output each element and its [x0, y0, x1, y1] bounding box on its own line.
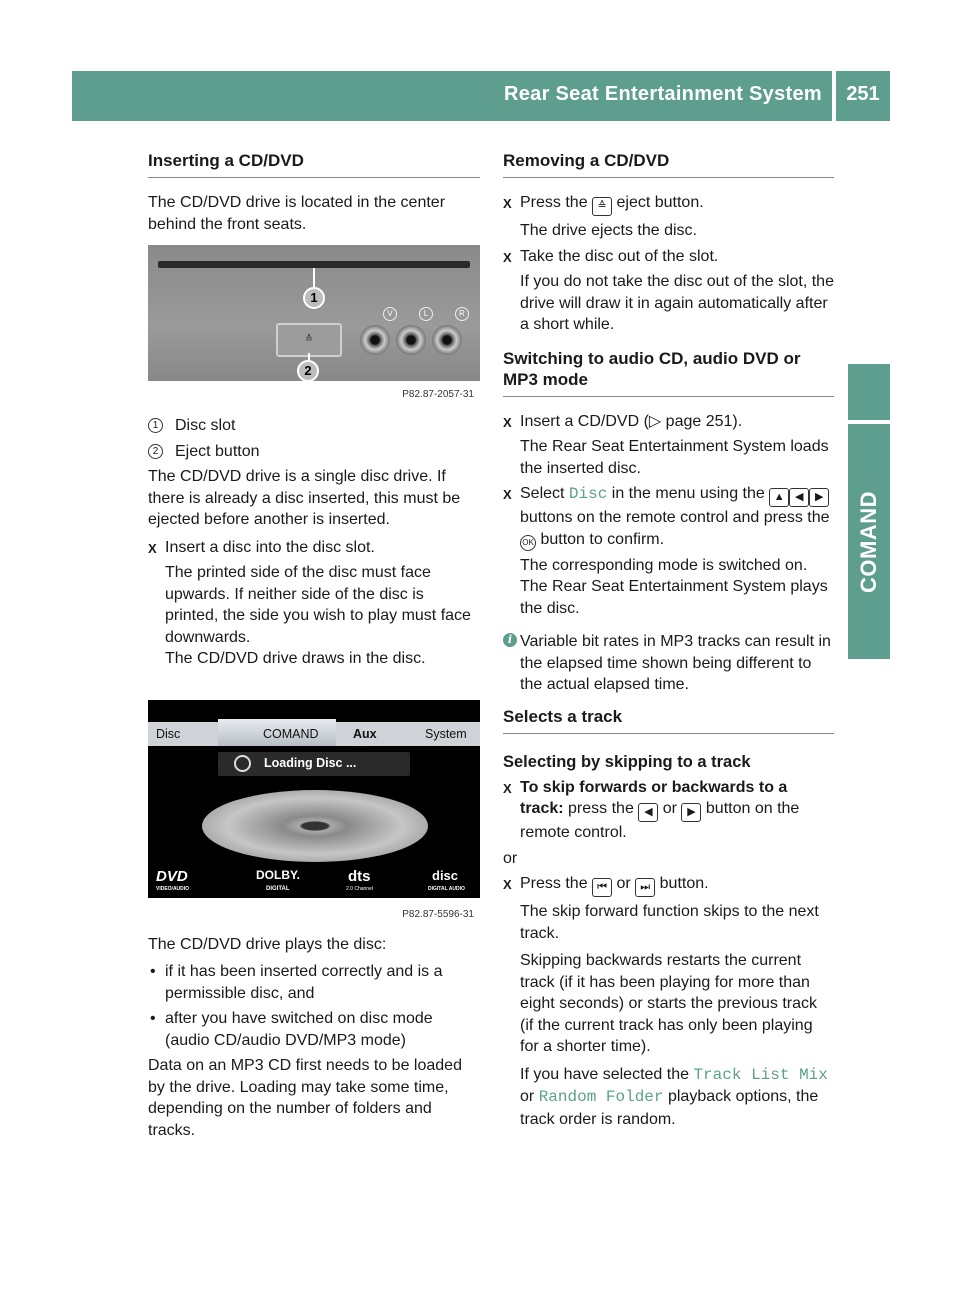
page-number-box: [836, 71, 890, 121]
step-arrow-icon: X: [503, 487, 512, 502]
step-press-skip: X Press the ⏮ or ⏭ button.: [503, 873, 834, 897]
menu-disc: Disc: [156, 726, 181, 741]
figure-code-2: P82.87-5596-31: [402, 908, 474, 920]
logo-cd-sub: DIGITAL AUDIO: [428, 885, 465, 892]
menu-item-disc: Disc: [568, 485, 608, 503]
para-random-order: If you have selected the Track List Mix or Random Folder playback options, the track order is random.: [520, 1065, 828, 1128]
logo-dvd-sub: VIDEO/AUDIO: [156, 885, 190, 892]
logo-dts-sub: 2.0 Channel: [346, 885, 373, 892]
para-single-disc: The CD/DVD drive is a single disc drive. If there is already a disc inserted, this must be ejected before another is inserted.: [148, 468, 461, 528]
legend-num-1: 1: [148, 418, 163, 433]
logo-dolby-sub: DIGITAL: [266, 885, 290, 892]
side-tab-label: COMAND: [856, 490, 881, 593]
figure-screen-loading: [148, 700, 480, 920]
bullet-1: [148, 961, 480, 1004]
callout-1: 1: [303, 287, 325, 309]
para-draws-disc: The CD/DVD drive draws in the disc.: [165, 650, 426, 667]
bullet-2-text: after you have switched on disc mode (audio CD/audio DVD/MP3 mode): [165, 1010, 433, 1049]
step-arrow-icon: X: [148, 540, 157, 556]
skip-forward-key-icon: ⏭: [635, 878, 655, 897]
screen-menubar: [148, 722, 480, 746]
step-insert-disc: [148, 537, 480, 559]
para-rse-loads: The Rear Seat Entertainment System loads the inserted disc.: [520, 438, 829, 477]
para-plays: The CD/DVD drive plays the disc:: [148, 935, 387, 953]
step-arrow-icon: X: [503, 414, 512, 430]
option-random-folder: Random Folder: [538, 1088, 664, 1106]
header-title: Rear Seat Entertainment System: [503, 83, 822, 105]
running-header: [72, 71, 832, 121]
jack-l: [396, 325, 426, 355]
step-press-eject: X Press the ≙ eject button.: [503, 192, 834, 216]
info-icon: i: [503, 633, 517, 647]
side-tab-comand: [848, 424, 890, 659]
step-arrow-icon: X: [503, 249, 512, 265]
screen-display: [148, 700, 480, 898]
legend-item-2: [148, 441, 480, 463]
para-mp3-loading: Data on an MP3 CD first needs to be loaded by the drive. Loading may take some time, depending on the number of folders and tracks.: [148, 1057, 462, 1139]
eject-button-graphic: ≙: [276, 323, 342, 357]
jack-label-r: R: [455, 307, 469, 321]
logo-cd: disc: [432, 867, 459, 883]
skip-back-key-icon: ⏮: [592, 878, 612, 897]
bullet-mark: •: [150, 963, 156, 980]
jack-label-l: L: [419, 307, 433, 321]
figure-code-1: P82.87-2057-31: [148, 381, 480, 409]
bullet-1-text: if it has been inserted correctly and is a permissible disc, and: [165, 963, 443, 1002]
logo-dolby: DOLBY.: [256, 867, 301, 882]
para-location: The CD/DVD drive is located in the center behind the front seats.: [148, 194, 446, 233]
left-column: [148, 150, 480, 1141]
legend-num-2: 2: [148, 444, 163, 459]
legend-text-2: Eject button: [175, 442, 260, 460]
menu-aux: Aux: [353, 726, 377, 741]
para-skip-forward: The skip forward function skips to the next track.: [520, 903, 819, 942]
callout-2: 2: [297, 360, 319, 382]
heading-switching: Switching to audio CD, audio DVD or MP3 mode: [503, 348, 834, 397]
heading-selects-track: Selects a track: [503, 706, 834, 734]
step-arrow-icon: X: [503, 196, 512, 211]
para-mode-on: The corresponding mode is switched on.: [520, 556, 808, 574]
menu-system: System: [425, 726, 467, 741]
info-note: [503, 631, 834, 696]
step-select-disc: X Select Disc in the menu using the ▲ ◀ ▶ buttons on the remote control and press the OK button to confirm.: [503, 483, 834, 551]
para-printed-side: The printed side of the disc must face upwards. If neither side of the disc is printed, the side you wish to play must face downwards.: [165, 564, 471, 646]
legend-text-1: Disc slot: [175, 417, 236, 434]
subheading-skipping: Selecting by skipping to a track: [503, 752, 751, 771]
heading-removing: Removing a CD/DVD: [503, 150, 834, 178]
side-tab-block: [848, 364, 890, 420]
info-text: Variable bit rates in MP3 tracks can result in the elapsed time shown being different to the actual elapsed time.: [520, 633, 831, 693]
menu-comand: COMAND: [263, 726, 319, 741]
bullet-mark: •: [150, 1010, 156, 1027]
para-skip-backward: Skipping backwards restarts the current track (if it has been playing for more than eight seconds) or starts the previous track (if the current track has only been playing for a shorter time).: [520, 952, 818, 1055]
clock-icon: [234, 755, 251, 772]
jack-r: [432, 325, 462, 355]
step-insert-text: Insert a disc into the disc slot.: [165, 538, 375, 556]
step-insert-cd: X Insert a CD/DVD (▷ page 251).: [503, 411, 834, 433]
disc-graphic: [202, 790, 428, 862]
disc-slot-graphic: [158, 261, 470, 268]
page-ref-icon: ▷: [648, 412, 662, 430]
right-column: [503, 150, 834, 1130]
step-take-disc: X Take the disc out of the slot.: [503, 246, 834, 268]
up-key-icon: ▲: [769, 488, 789, 507]
jack-label-v: V: [383, 307, 397, 321]
left-key-icon: ◀: [638, 803, 658, 822]
logo-dvd: DVD: [156, 867, 188, 885]
para-or: or: [503, 849, 518, 867]
option-track-list-mix: Track List Mix: [693, 1065, 828, 1084]
eject-key-icon: ≙: [592, 197, 612, 216]
page-number: 251: [846, 83, 880, 105]
ok-button-icon: OK: [520, 535, 536, 551]
right-key-icon: ▶: [809, 488, 829, 507]
step-arrow-icon: X: [503, 780, 512, 796]
left-key-icon: ◀: [789, 488, 809, 507]
bullet-2: [148, 1008, 480, 1051]
para-rse-plays: The Rear Seat Entertainment System plays the disc.: [520, 578, 828, 617]
heading-inserting: Inserting a CD/DVD: [148, 150, 480, 178]
loading-text: Loading Disc ...: [264, 755, 357, 770]
jack-v: [360, 325, 390, 355]
figure-drive-photo: [148, 245, 480, 409]
loading-message-box: [218, 752, 410, 776]
logo-dts: dts: [348, 867, 371, 885]
step-arrow-icon: X: [503, 877, 512, 892]
right-key-icon: ▶: [681, 803, 701, 822]
para-ejects: The drive ejects the disc.: [520, 222, 697, 239]
para-take-more: If you do not take the disc out of the slot, the drive will draw it in again automatically after a short while.: [520, 273, 834, 333]
legend-item-1: [148, 415, 480, 437]
step-skip-track: X To skip forwards or backwards to a track: press the ◀ or ▶ button on the remote control.: [503, 778, 800, 841]
